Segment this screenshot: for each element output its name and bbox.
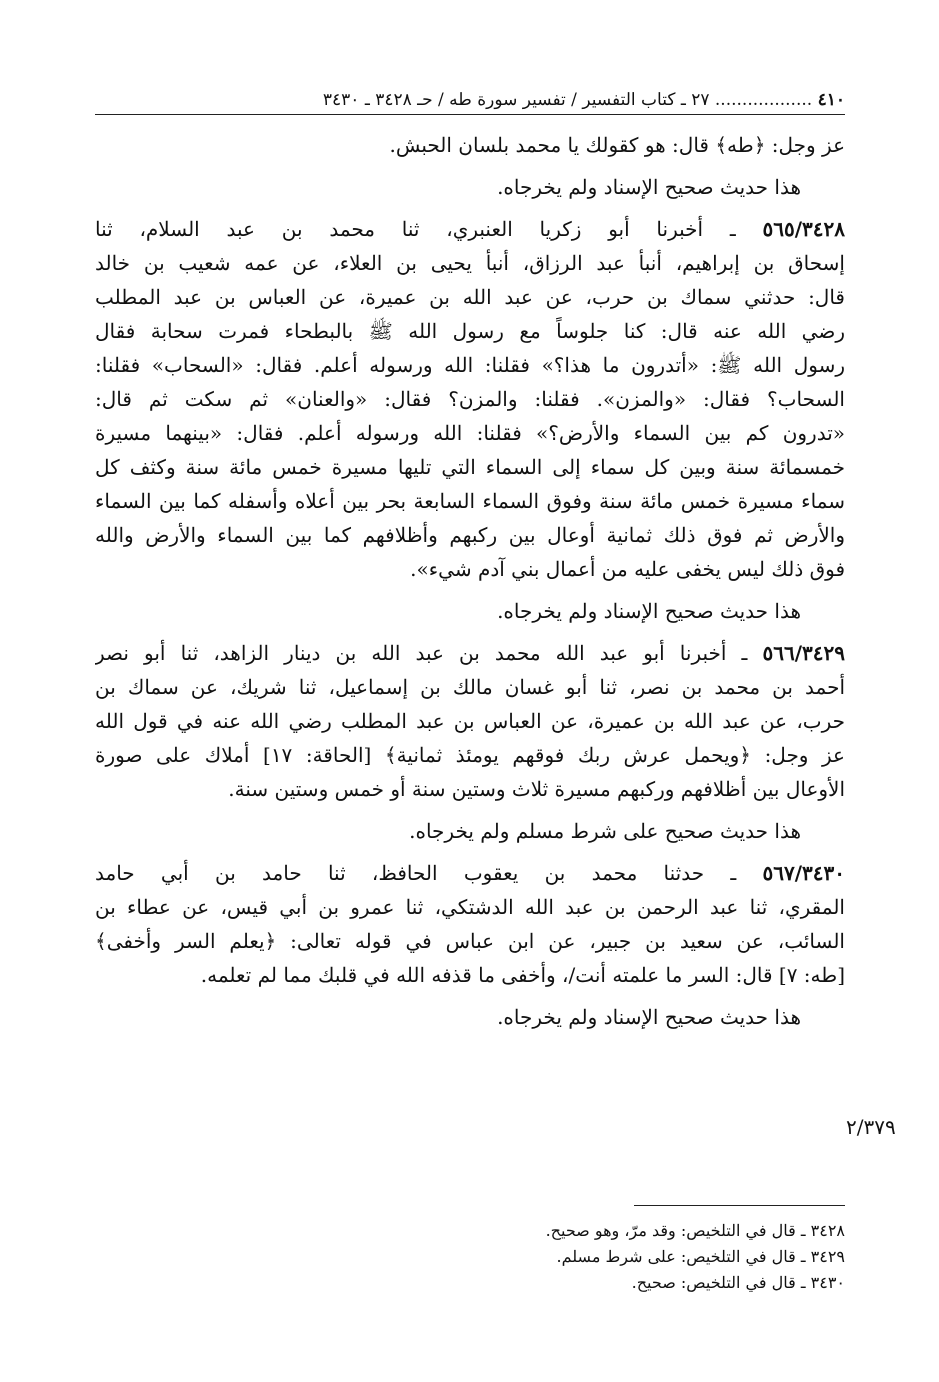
text-line (95, 170, 845, 204)
page-body (95, 128, 845, 1034)
line-text: والأرض ثم فوق ذلك ثمانية أوعال بين ركبهم وأظلافهم كما بين السماء والأرض والله (95, 523, 845, 547)
page-number: ٤١٠ (817, 90, 845, 110)
text-line (95, 280, 845, 314)
running-header (95, 88, 845, 115)
margin-reference: ٢/٣٧٩ (846, 1115, 896, 1139)
text-line (95, 814, 845, 848)
line-text: أحمد بن محمد بن نصر، ثنا أبو غسان مالك بن إسماعيل، ثنا شريك، عن سماك بن (95, 675, 845, 699)
footnote-3428: ٣٤٢٨ ـ قال في التلخيص: وقد مرّ، وهو صحيح. (545, 1221, 845, 1240)
line-text: «تدرون كم بين السماء والأرض؟» فقلنا: الله ورسوله أعلم. فقال: «بينهما مسيرة (95, 421, 845, 445)
line-text: حرب، عن عبد الله بن عميرة، عن العباس بن عبد المطلب رضي الله عنه في قول الله (95, 709, 845, 733)
grading-paragraph (95, 128, 845, 170)
text-line (95, 1000, 845, 1034)
text-line (95, 772, 845, 806)
hadith-paragraph (95, 636, 845, 814)
line-text: هذا حديث صحيح الإسناد ولم يخرجاه. (497, 175, 801, 199)
footnotes (95, 1218, 845, 1296)
line-text: ـ حدثنا محمد بن يعقوب الحافظ، ثنا حامد بن أبي حامد (95, 861, 737, 885)
text-line (95, 636, 845, 670)
line-text: هذا حديث صحيح الإسناد ولم يخرجاه. (497, 1005, 801, 1029)
hadith-paragraph (95, 856, 845, 1000)
footnote-separator (634, 1205, 845, 1206)
line-text: عز وجل: ﴿ويحمل عرش ربك فوقهم يومئذ ثمانية﴾ [الحاقة: ١٧] أملاك على صورة (95, 743, 845, 767)
text-line (95, 484, 845, 518)
text-line (95, 552, 845, 586)
header-leader-dots: .................. (714, 90, 813, 110)
grading-paragraph (95, 1000, 845, 1034)
line-text: ـ أخبرنا أبو عبد الله محمد بن عبد الله بن دينار الزاهد، ثنا أبو نصر (95, 641, 748, 665)
text-line (95, 958, 845, 992)
text-line (95, 518, 845, 552)
text-line (95, 128, 845, 162)
line-text: رضي الله عنه قال: كنا جلوساً مع رسول الله ﷺ بالبطحاء فمرت سحابة فقال (95, 319, 845, 343)
line-text: خمسمائة سنة وبين كل سماء إلى السماء التي تليها مسيرة خمس مائة سنة وكثف كل (95, 455, 845, 479)
line-text: هذا حديث صحيح الإسناد ولم يخرجاه. (497, 599, 801, 623)
line-text: فوق ذلك ليس يخفى عليه من أعمال بني آدم شيء». (410, 557, 845, 581)
text-line (95, 594, 845, 628)
line-text: [طه: ٧] قال: السر ما علمته أنت/، وأخفى ما قذفه الله في قلبك مما لم تعلمه. (200, 963, 845, 987)
text-line (95, 348, 845, 382)
hadith-paragraph (95, 212, 845, 594)
line-text: إسحاق بن إبراهيم، أنبأ عبد الرزاق، أنبأ يحيى بن العلاء، عن عمه شعيب بن خالد (95, 251, 845, 275)
text-line (95, 382, 845, 416)
text-line (95, 670, 845, 704)
text-line (95, 314, 845, 348)
line-text: سماء مسيرة خمس مائة سنة وفوق السماء السابعة بحر بين أعلاه وأسفله كما بين السماء (95, 489, 845, 513)
running-title: ٢٧ ـ كتاب التفسير / تفسير سورة طه / حـ ٣٤٢٨ ـ ٣٤٣٠ (322, 90, 710, 110)
text-line (95, 856, 845, 890)
hadith-number: ٥٦٥/٣٤٢٨ (762, 217, 845, 241)
line-text: السحاب؟ فقال: «والمزن». فقلنا: والمزن؟ فقال: «والعنان» ثم سكت ثم قال: (95, 387, 845, 411)
line-text: الأوعال بين أظلافهم وركبهم مسيرة ثلاث وستين سنة أو خمس وستين سنة. (228, 777, 845, 801)
hadith-number: ٥٦٧/٣٤٣٠ (762, 861, 845, 885)
grading-paragraph (95, 594, 845, 636)
text-line (95, 416, 845, 450)
line-text: رسول الله ﷺ: «أتدرون ما هذا؟» فقلنا: الله ورسوله أعلم. فقال: «السحاب» فقلنا: (95, 353, 845, 377)
line-text: ـ أخبرنا أبو زكريا العنبري، ثنا محمد بن عبد السلام، ثنا (95, 217, 736, 241)
footnote-3430: ٣٤٣٠ ـ قال في التلخيص: صحيح. (631, 1273, 845, 1292)
text-line (95, 704, 845, 738)
line-text: هذا حديث صحيح على شرط مسلم ولم يخرجاه. (409, 819, 801, 843)
hadith-number: ٥٦٦/٣٤٢٩ (762, 641, 845, 665)
text-line (95, 450, 845, 484)
line-text: السائب، عن سعيد بن جبير، عن ابن عباس في قوله تعالى: ﴿يعلم السر وأخفى﴾ (95, 929, 845, 953)
text-line (95, 212, 845, 246)
text-line (95, 890, 845, 924)
text-line (95, 924, 845, 958)
line-text: عز وجل: ﴿طه﴾ قال: هو كقولك يا محمد بلسان الحبش. (389, 133, 845, 157)
line-text: قال: حدثني سماك بن حرب، عن عبد الله بن عميرة، عن العباس بن عبد المطلب (95, 285, 845, 309)
grading-paragraph (95, 814, 845, 856)
grading-paragraph (95, 170, 845, 212)
text-line (95, 738, 845, 772)
footnote-3429: ٣٤٢٩ ـ قال في التلخيص: على شرط مسلم. (556, 1247, 845, 1266)
line-text: المقري، ثنا عبد الرحمن بن عبد الله الدشتكي، ثنا عمرو بن أبي قيس، عن عطاء بن (95, 895, 845, 919)
text-line (95, 246, 845, 280)
